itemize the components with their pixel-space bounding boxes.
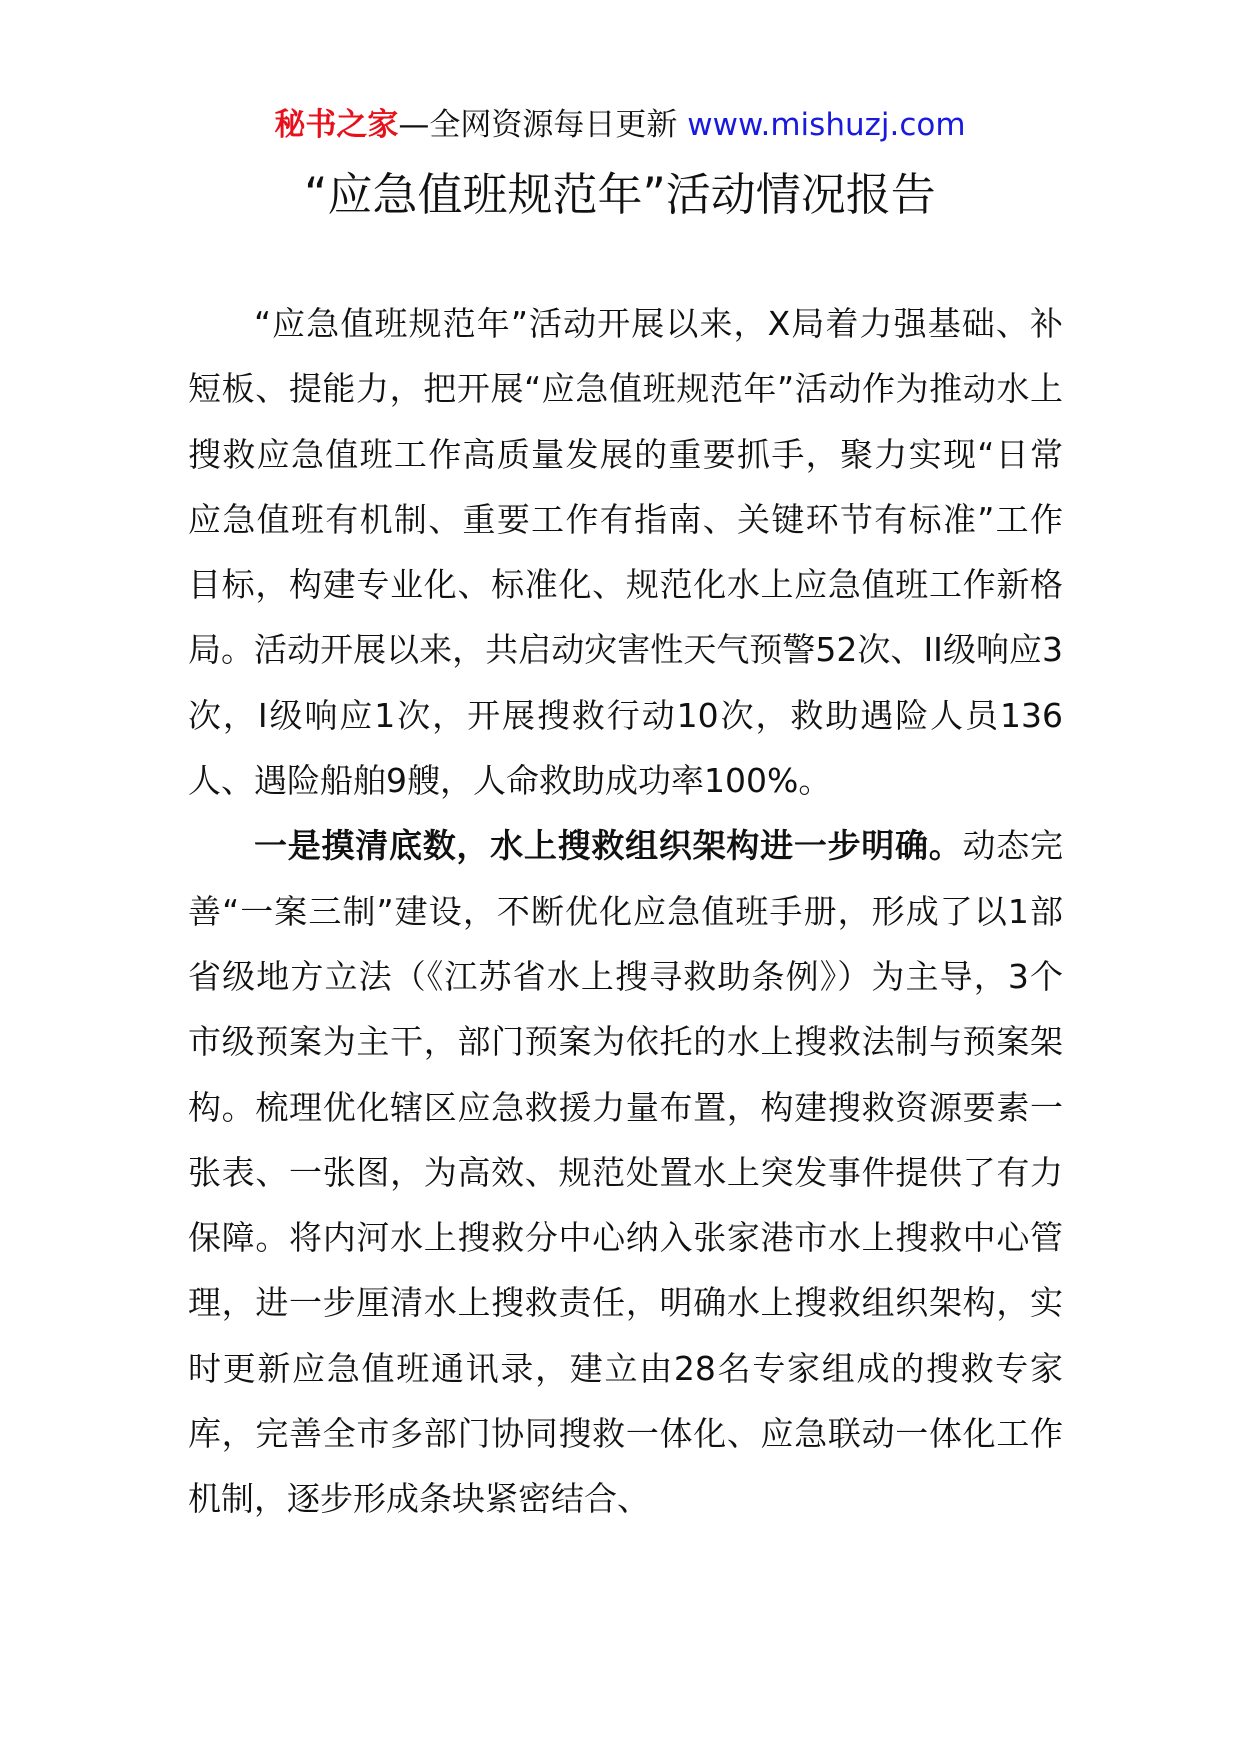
site-header [0, 105, 1240, 145]
document-title: “应急值班规范年”活动情况报告 [304, 168, 936, 221]
paragraph-text: 动态完善“一案三制”建设，不断优化应急值班手册，形成了以1部省级地方立法（《江苏省水上搜寻救助条例》）为主导，3个市级预案为主干，部门预案为依托的水上搜救法制与预案架构。梳理优化辖区应急救援力量布置，构建搜救资源要素一张表、一张图，为高效、规范处置水上突发事件提供了有力保障。将内河水上搜救分中心纳入张家港市水上搜救中心管理，进一步厘清水上搜救责任，明确水上搜救组织架构，实时更新应急值班通讯录，建立由28名专家组成的搜救专家库，完善全市多部门协同搜救一体化、应急联动一体化工作机制，逐步形成条块紧密结合、 [188, 826, 1064, 1519]
paragraph-section-one [188, 813, 1063, 1531]
brand-name: 秘书之家 [274, 107, 399, 143]
paragraph-lead: 一是摸清底数，水上搜救组织架构进一步明确。 [254, 826, 963, 866]
paragraph-text: “应急值班规范年”活动开展以来，X局着力强基础、补短板、提能力，把开展“应急值班规范年”活动作为推动水上搜救应急值班工作高质量发展的重要抓手，聚力实现“日常应急值班有机制、重要工作有指南、关键环节有标准”工作目标，构建专业化、标准化、规范化水上应急值班工作新格局。活动开展以来，共启动灾害性天气预警52次、II级响应3次，Ⅰ级响应1次，开展搜救行动10次，救助遇险人员136人、遇险船舶9艘，人命救助成功率100%。 [188, 304, 1063, 801]
document-body [188, 291, 1063, 1532]
header-tagline: —全网资源每日更新 [398, 107, 678, 143]
site-url-link[interactable]: www.mishuzj.com [687, 107, 966, 143]
paragraph-intro [188, 291, 1063, 813]
